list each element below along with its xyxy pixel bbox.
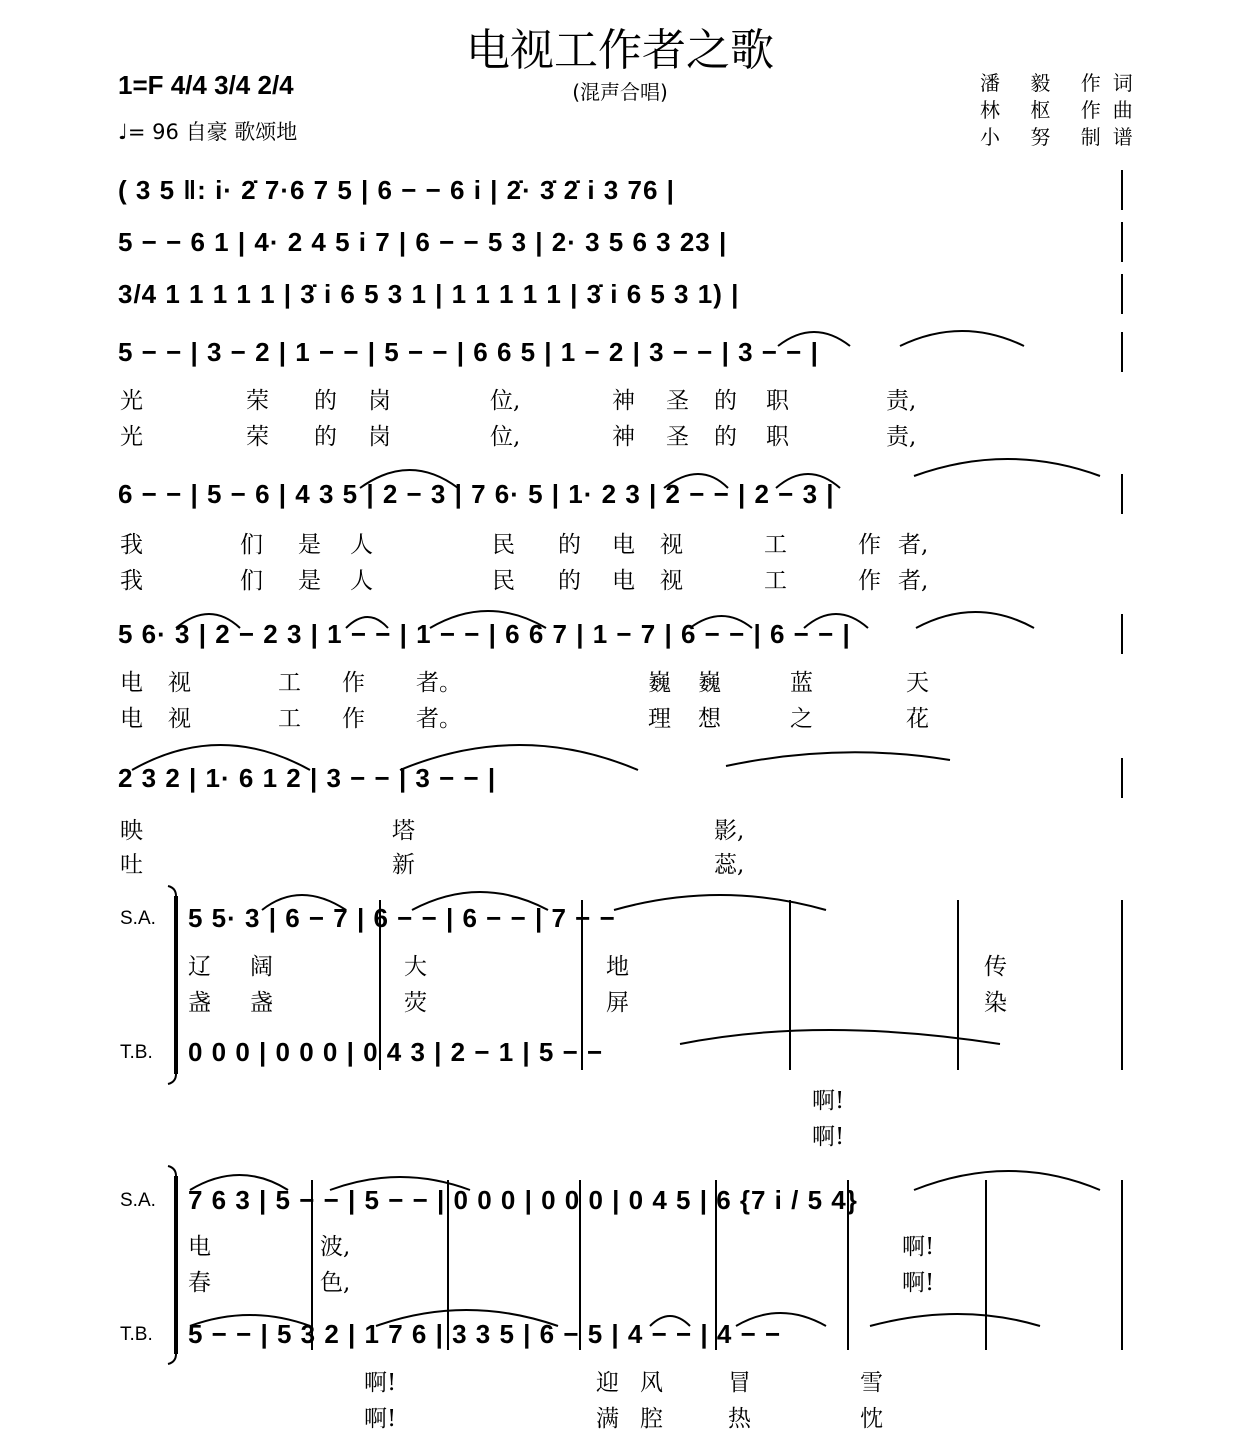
lyric: 是 [298, 568, 321, 594]
lyric: 迎 [596, 1370, 619, 1396]
lyric: 责, [886, 388, 917, 414]
tb-notes-2: 5 − − | 5 3 2 | 1 7 6 | 3 3 5 | 6 − 5 | 4 − − | 4 − − [188, 1318, 782, 1349]
lyric: 是 [298, 532, 321, 558]
lyric: 电 [188, 1234, 211, 1260]
lyric: 理 [648, 706, 671, 732]
lyric: 的 [714, 424, 737, 450]
sa-notes-2: 7 6 3 | 5 − − | 5 − − | 0 0 0 | 0 0 0 | 0 4 5 | 6 {7 i / 5 4} [188, 1184, 858, 1215]
slur [916, 612, 1034, 628]
lyric: 屏 [606, 990, 629, 1016]
lyric: 色, [320, 1270, 351, 1296]
slur [190, 1315, 310, 1326]
lyric: 作 [858, 568, 881, 594]
lyric: 的 [314, 388, 337, 414]
bracket-hook [168, 1074, 176, 1084]
lyric: 新 [392, 852, 415, 878]
tb-label: T.B. [120, 1042, 153, 1063]
lyric: 的 [314, 424, 337, 450]
slur [804, 614, 868, 628]
lyric: 雪 [860, 1370, 883, 1396]
slur [360, 470, 458, 488]
lyric: 啊! [902, 1270, 935, 1296]
notes-line-3: 3/4 1 1 1 1 1 | 3̇ i 6 5 3 1 | 1 1 1 1 1 | 3̇ i 6 5 3 1) | [118, 278, 740, 309]
lyric: 之 [790, 706, 813, 732]
lyric: 满 [596, 1406, 619, 1432]
lyric: 位, [490, 424, 521, 450]
bracket-hook [168, 1166, 176, 1176]
lyric: 视 [168, 670, 191, 696]
lyric: 者。 [416, 706, 462, 732]
slur [778, 332, 850, 346]
lyric: 民 [492, 532, 515, 558]
slur [132, 745, 310, 770]
sa-label-2: S.A. [120, 1190, 156, 1211]
lyric: 忱 [860, 1406, 883, 1432]
tb-notes-1: 0 0 0 | 0 0 0 | 0 4 3 | 2 − 1 | 5 − − [188, 1036, 604, 1067]
song-title: 电视工作者之歌 [466, 25, 774, 76]
slur [690, 616, 752, 628]
lyric: 蕊, [714, 852, 745, 878]
slur [262, 895, 346, 910]
lyric: 大 [404, 954, 427, 980]
bracket-hook [168, 886, 176, 896]
lyric: 阔 [250, 954, 273, 980]
notes-line-1: ( 3 5 ‖: i· 2̇ 7·6 7 5 | 6 − − 6 i | 2̇· 3̇ 2̇ i 3 76 | [118, 174, 675, 205]
sa-label: S.A. [120, 908, 156, 929]
lyric: 风 [640, 1370, 663, 1396]
slur [664, 474, 728, 488]
lyric: 工 [278, 706, 301, 732]
lyric: 天 [906, 670, 929, 696]
lyric: 职 [766, 388, 789, 414]
lyricist-credit: 潘 毅 作词 [980, 71, 1145, 95]
slur [346, 617, 388, 628]
lyric: 冒 [728, 1370, 751, 1396]
lyric: 责, [886, 424, 917, 450]
lyric: 腔 [640, 1406, 663, 1432]
lyric: 作 [858, 532, 881, 558]
lyric: 工 [278, 670, 301, 696]
slur [900, 331, 1024, 346]
lyric: 我 [120, 532, 143, 558]
lyric: 塔 [392, 818, 415, 844]
slur [726, 752, 950, 766]
lyric: 吐 [120, 852, 143, 878]
transcriber-credit: 小 努 制谱 [980, 125, 1145, 149]
tb-lyric-1-verse-2: 啊! [812, 1124, 845, 1150]
sa-notes-1: 5 5· 3 | 6 − 7 | 6 − − | 6 − − | 7 − − [188, 902, 616, 933]
composer-credit: 林 枢 作曲 [980, 98, 1145, 122]
lyric: 巍 [698, 670, 721, 696]
lyric: 们 [240, 568, 263, 594]
lyric: 神 [612, 424, 635, 450]
lyric: 我 [120, 568, 143, 594]
slur [430, 611, 546, 628]
lyric: 岗 [368, 424, 391, 450]
lyric: 巍 [648, 670, 671, 696]
lyric: 地 [606, 954, 629, 980]
lyric: 啊! [902, 1234, 935, 1260]
lyric: 们 [240, 532, 263, 558]
lyric: 光 [120, 424, 143, 450]
lyric: 职 [766, 424, 789, 450]
lyric: 作 [342, 706, 365, 732]
lyric: 想 [698, 706, 721, 732]
slur [614, 895, 826, 910]
song-subtitle: (混声合唱) [572, 80, 668, 104]
lyric: 者, [898, 568, 929, 594]
slur [400, 745, 638, 770]
slur [650, 1316, 690, 1326]
slur [776, 474, 840, 488]
lyric: 神 [612, 388, 635, 414]
lyric: 民 [492, 568, 515, 594]
lyric: 视 [660, 532, 683, 558]
lyric: 电 [120, 706, 143, 732]
lyric: 传 [984, 954, 1007, 980]
notes-line-6: 5 6· 3 | 2 − 2 3 | 1 − − | 1 − − | 6 6 7 | 1 − 7 | 6 − − | 6 − − | [118, 618, 851, 649]
lyric: 影, [714, 818, 745, 844]
lyric: 工 [764, 532, 787, 558]
lyric: 电 [120, 670, 143, 696]
lyric: 啊! [364, 1370, 397, 1396]
slur [190, 1175, 288, 1190]
lyric: 作 [342, 670, 365, 696]
lyric: 辽 [188, 954, 211, 980]
slur [914, 459, 1100, 476]
lyric: 人 [350, 532, 373, 558]
lyric: 春 [188, 1270, 211, 1296]
lyric: 的 [714, 388, 737, 414]
lyric: 蓝 [790, 670, 813, 696]
slur [914, 1171, 1100, 1190]
lyric: 荣 [246, 388, 269, 414]
lyric: 染 [984, 990, 1007, 1016]
lyric: 人 [350, 568, 373, 594]
lyric: 盏 [250, 990, 273, 1016]
lyric: 热 [728, 1406, 751, 1432]
lyric: 圣 [666, 424, 689, 450]
lyric: 圣 [666, 388, 689, 414]
lyric: 啊! [364, 1406, 397, 1432]
lyric: 映 [120, 818, 143, 844]
lyric: 波, [320, 1234, 351, 1260]
slur [680, 1030, 1000, 1044]
tb-label-2: T.B. [120, 1324, 153, 1345]
notes-line-7: 2 3 2 | 1· 6 1 2 | 3 − − | 3 − − | [118, 762, 497, 793]
slur [376, 1310, 558, 1326]
lyric: 者。 [416, 670, 462, 696]
lyric: 者, [898, 532, 929, 558]
lyric: 光 [120, 388, 143, 414]
notes-line-2: 5 − − 6 1 | 4· 2 4 5 i 7 | 6 − − 5 3 | 2· 3 5 6 3 23 | [118, 226, 728, 257]
lyric: 工 [764, 568, 787, 594]
tempo-marking: ♩= 96 自豪 歌颂地 [118, 120, 298, 144]
lyric: 岗 [368, 388, 391, 414]
lyric: 视 [660, 568, 683, 594]
slur [736, 1313, 826, 1326]
bracket-hook [168, 1354, 176, 1364]
lyric: 的 [558, 568, 581, 594]
lyric: 花 [906, 706, 929, 732]
slur [176, 614, 240, 628]
lyric: 位, [490, 388, 521, 414]
lyric: 视 [168, 706, 191, 732]
tb-lyric-1-verse-1: 啊! [812, 1088, 845, 1114]
slur [870, 1314, 1040, 1326]
slur [412, 892, 548, 910]
lyric: 电 [612, 532, 635, 558]
key-signature: 1=F 4/4 3/4 2/4 [118, 70, 294, 100]
lyric: 盏 [188, 990, 211, 1016]
notes-line-4: 5 − − | 3 − 2 | 1 − − | 5 − − | 6 6 5 | 1 − 2 | 3 − − | 3 − − | [118, 336, 819, 367]
lyric: 电 [612, 568, 635, 594]
lyric: 的 [558, 532, 581, 558]
lyric: 荣 [246, 424, 269, 450]
notes-line-5: 6 − − | 5 − 6 | 4 3 5 | 2 − 3 | 7 6· 5 | 1· 2 3 | 2 − − | 2 − 3 | [118, 478, 835, 509]
lyric: 荧 [404, 990, 427, 1016]
